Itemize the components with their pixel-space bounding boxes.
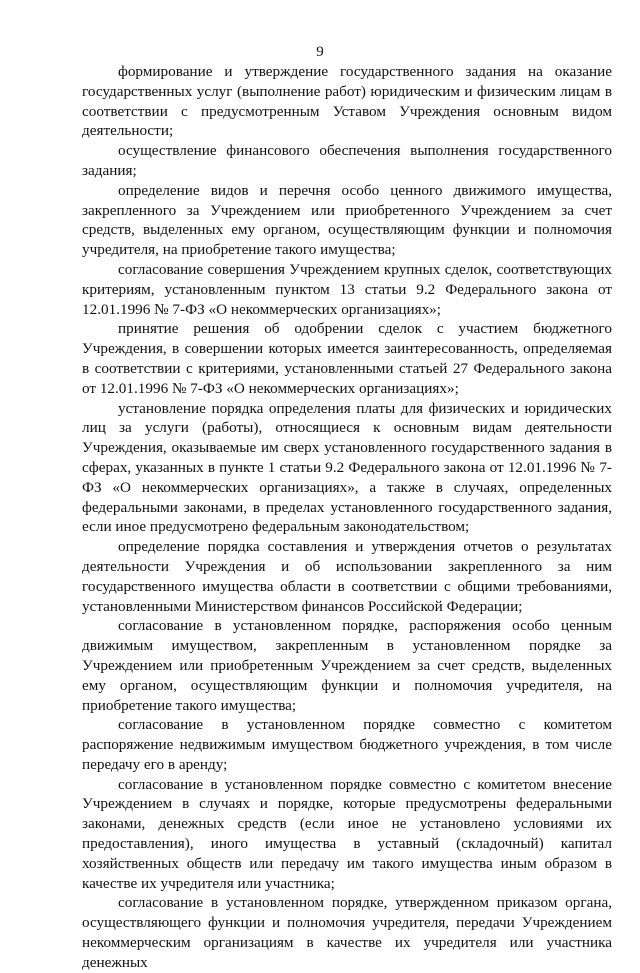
page-number: 9 bbox=[316, 44, 324, 60]
paragraph: согласование в установленном порядке, распоряжения особо ценным движимым имуществом, закрепленным в установленном порядке за Учреждением или приобретенным Учреждением за счет средств, выделенных ему органом, осуществляющим функции и полномочия учредителя, на приобретение такого имущества; bbox=[82, 617, 612, 714]
paragraph: формирование и утверждение государственного задания на оказание государственных услуг (выполнение работ) юридическим и физическим лицам в соответствии с предусмотренным Уставом Учреждения основным видом деятельности; bbox=[82, 63, 612, 140]
paragraph: установление порядка определения платы для физических и юридических лиц за услуги (работы), относящиеся к основным видам деятельности Учреждения, оказываемые им сверх установленного государственного задания в сферах, указанных в пункте 1 статьи 9.2 Федерального закона от 12.01.1996 № 7-ФЗ «О некоммерческих организациях», а также в случаях, определенных федеральными законами, в пределах установленного государственного задания, если иное предусмотрено федеральным законодательством; bbox=[82, 399, 612, 536]
paragraph: согласование совершения Учреждением крупных сделок, соответствующих критериям, установленным пунктом 13 статьи 9.2 Федерального закона от 12.01.1996 № 7-ФЗ «О некоммерческих организациях»; bbox=[82, 260, 612, 318]
paragraph: согласование в установленном порядке совместно с комитетом внесение Учреждением в случаях и порядке, которые предусмотрены федеральными законами, денежных средств (если иное не установлено условиями их предоставления), иного имущества в уставный (складочный) капитал хозяйственных обществ или передачу им такого имущества иным образом в качестве их учредителя или участника; bbox=[82, 775, 612, 892]
paragraph: осуществление финансового обеспечения выполнения государственного задания; bbox=[82, 142, 612, 179]
paragraph: согласование в установленном порядке, утвержденном приказом органа, осуществляющего функции и полномочия учредителя, передачи Учреждением некоммерческим организациям в качестве их учредителя или участника денежных bbox=[82, 894, 612, 971]
paragraph: согласование в установленном порядке совместно с комитетом распоряжение недвижимым имуществом бюджетного учреждения, в том числе передачу его в аренду; bbox=[82, 716, 612, 773]
paragraph: принятие решения об одобрении сделок с участием бюджетного Учреждения, в совершении которых имеется заинтересованность, определяемая в соответствии с критериями, установленными статьей 27 Федерального закона от 12.01.1996 № 7-ФЗ «О некоммерческих организациях»; bbox=[82, 320, 612, 397]
paragraph: определение видов и перечня особо ценного движимого имущества, закрепленного за Учреждением или приобретенного Учреждением за счет средств, выделенных ему органом, осуществляющим функции и полномочия учредителя, на приобретение такого имущества; bbox=[82, 181, 612, 259]
paragraph: определение порядка составления и утверждения отчетов о результатах деятельности Учреждения и об использовании закрепленного за ним государственного имущества области в соответствии с общими требованиями, установленными Министерством финансов Российской Федерации; bbox=[82, 538, 612, 615]
document-body bbox=[82, 62, 612, 973]
